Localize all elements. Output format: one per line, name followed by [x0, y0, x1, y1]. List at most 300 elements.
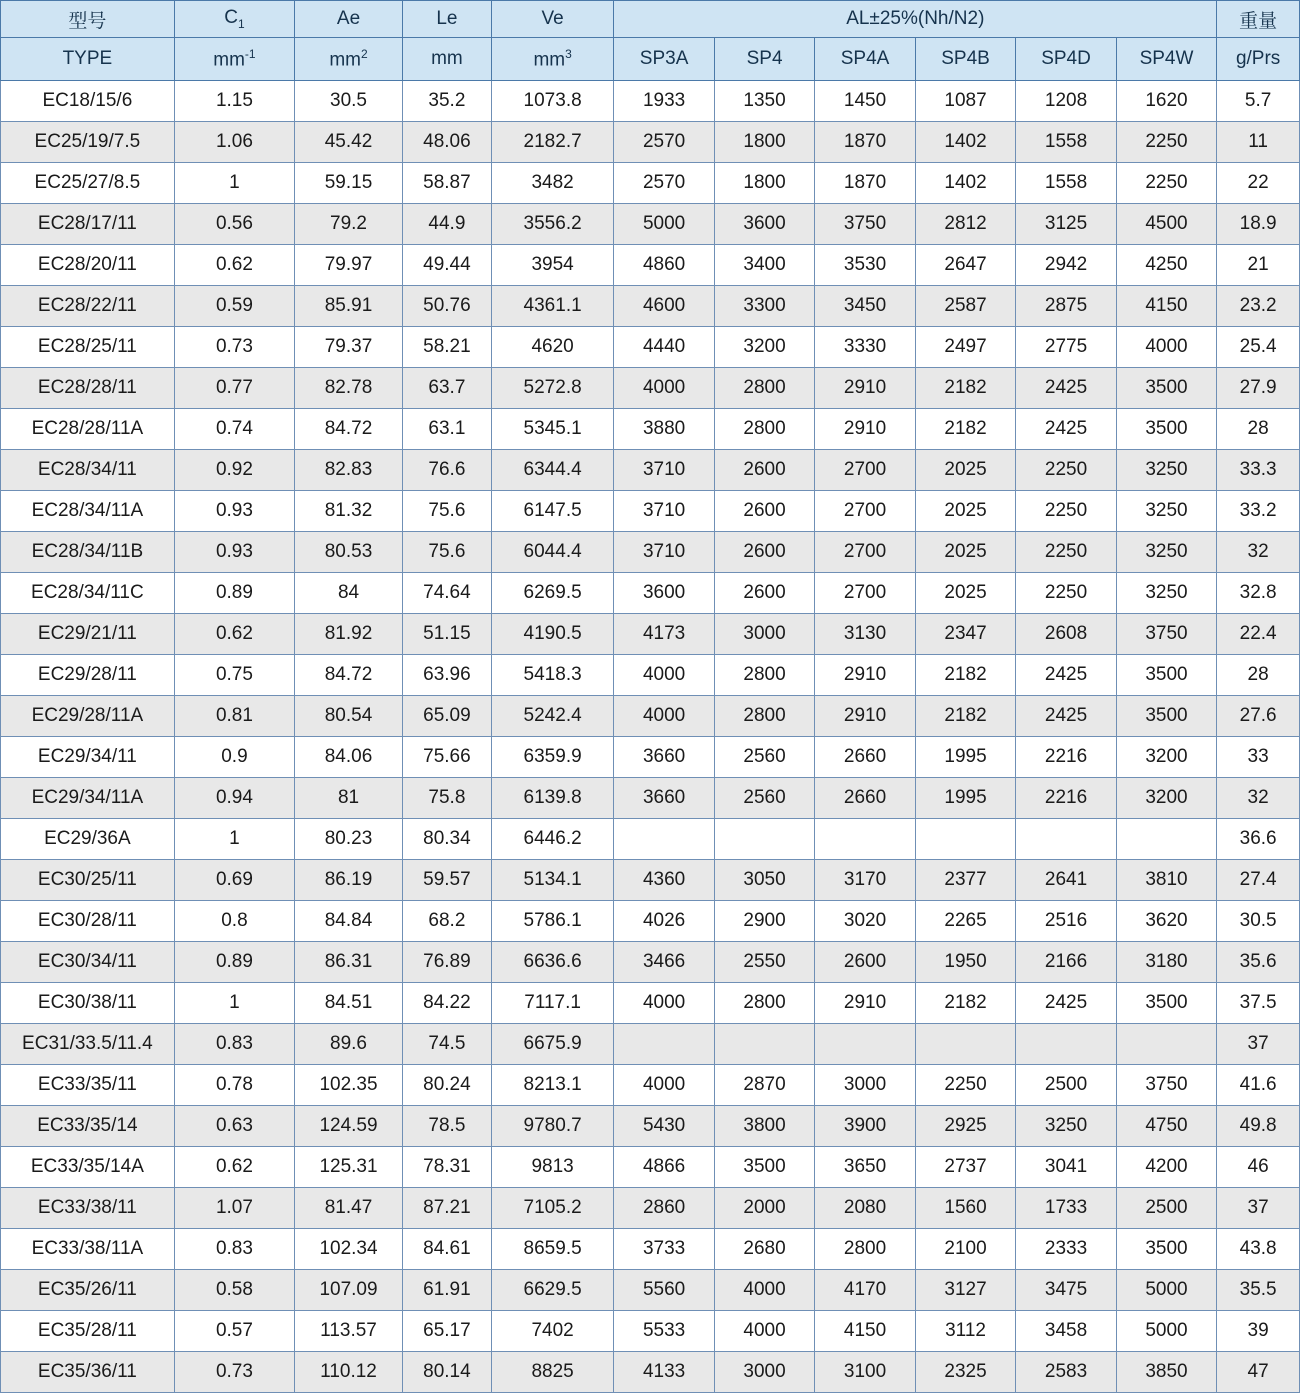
- cell-weight: 22.4: [1217, 614, 1300, 655]
- cell-ae: 89.6: [295, 1024, 403, 1065]
- cell-type: EC30/28/11: [1, 901, 175, 942]
- cell-weight: 28: [1217, 409, 1300, 450]
- cell-c1: 0.93: [174, 491, 294, 532]
- cell-sp3a: 5560: [614, 1270, 714, 1311]
- cell-sp4b: 2925: [915, 1106, 1015, 1147]
- cell-c1: 0.8: [174, 901, 294, 942]
- cell-ve: 3482: [491, 163, 613, 204]
- cell-ve: 6675.9: [491, 1024, 613, 1065]
- cell-le: 84.22: [402, 983, 491, 1024]
- cell-type: EC28/22/11: [1, 286, 175, 327]
- cell-sp4w: 1620: [1116, 81, 1216, 122]
- cell-ve: 4361.1: [491, 286, 613, 327]
- cell-le: 75.66: [402, 737, 491, 778]
- header-ve-unit: [491, 38, 613, 81]
- cell-le: 68.2: [402, 901, 491, 942]
- cell-type: EC31/33.5/11.4: [1, 1024, 175, 1065]
- cell-ae: 102.34: [295, 1229, 403, 1270]
- cell-ae: 82.78: [295, 368, 403, 409]
- cell-sp4w: 3500: [1116, 368, 1216, 409]
- cell-c1: 0.93: [174, 532, 294, 573]
- cell-le: 48.06: [402, 122, 491, 163]
- cell-sp3a: 5000: [614, 204, 714, 245]
- cell-sp3a: 3710: [614, 491, 714, 532]
- table-row: [1, 122, 1300, 163]
- cell-sp4d: 2425: [1016, 368, 1116, 409]
- cell-weight: 35.5: [1217, 1270, 1300, 1311]
- cell-sp4a: 2910: [815, 368, 915, 409]
- cell-c1: 0.62: [174, 245, 294, 286]
- cell-sp4b: 1402: [915, 122, 1015, 163]
- cell-sp4: 2000: [714, 1188, 814, 1229]
- cell-ae: 124.59: [295, 1106, 403, 1147]
- cell-sp4b: 1402: [915, 163, 1015, 204]
- cell-ve: 4190.5: [491, 614, 613, 655]
- cell-ae: 79.2: [295, 204, 403, 245]
- cell-sp4d: 1558: [1016, 163, 1116, 204]
- cell-ve: 2182.7: [491, 122, 613, 163]
- cell-weight: 43.8: [1217, 1229, 1300, 1270]
- cell-type: EC35/36/11: [1, 1352, 175, 1393]
- cell-sp4: [714, 1024, 814, 1065]
- cell-sp4b: 1995: [915, 737, 1015, 778]
- cell-sp4a: 3450: [815, 286, 915, 327]
- cell-sp3a: 2570: [614, 163, 714, 204]
- cell-sp4w: 3200: [1116, 778, 1216, 819]
- cell-sp4b: 3127: [915, 1270, 1015, 1311]
- cell-ae: 84.72: [295, 409, 403, 450]
- cell-c1: 1: [174, 163, 294, 204]
- cell-weight: 27.6: [1217, 696, 1300, 737]
- cell-type: EC30/34/11: [1, 942, 175, 983]
- table-row: [1, 778, 1300, 819]
- cell-sp3a: 3660: [614, 778, 714, 819]
- cell-le: 76.89: [402, 942, 491, 983]
- cell-type: EC30/38/11: [1, 983, 175, 1024]
- header-le-symbol: Le: [402, 1, 491, 38]
- cell-sp4b: 2025: [915, 450, 1015, 491]
- cell-sp4a: 2600: [815, 942, 915, 983]
- cell-sp4b: [915, 1024, 1015, 1065]
- cell-le: 63.1: [402, 409, 491, 450]
- cell-sp4w: [1116, 819, 1216, 860]
- cell-sp4d: 1733: [1016, 1188, 1116, 1229]
- cell-sp4d: 2250: [1016, 450, 1116, 491]
- cell-sp3a: 4000: [614, 655, 714, 696]
- cell-le: 50.76: [402, 286, 491, 327]
- cell-ve: 1073.8: [491, 81, 613, 122]
- cell-le: 49.44: [402, 245, 491, 286]
- cell-ve: 5272.8: [491, 368, 613, 409]
- cell-type: EC25/19/7.5: [1, 122, 175, 163]
- header-ae-symbol: Ae: [295, 1, 403, 38]
- cell-sp4: 2800: [714, 368, 814, 409]
- cell-ae: 84: [295, 573, 403, 614]
- cell-weight: 32: [1217, 532, 1300, 573]
- cell-sp4w: 2500: [1116, 1188, 1216, 1229]
- cell-sp4b: 2325: [915, 1352, 1015, 1393]
- cell-le: 44.9: [402, 204, 491, 245]
- cell-sp4w: 4150: [1116, 286, 1216, 327]
- table-row: [1, 860, 1300, 901]
- table-header: [1, 1, 1300, 81]
- cell-sp4: 2560: [714, 737, 814, 778]
- cell-sp3a: 4440: [614, 327, 714, 368]
- cell-sp4a: 2910: [815, 655, 915, 696]
- cell-sp3a: [614, 1024, 714, 1065]
- cell-ve: 6629.5: [491, 1270, 613, 1311]
- cell-sp4a: 2700: [815, 532, 915, 573]
- cell-sp3a: 4860: [614, 245, 714, 286]
- cell-le: 87.21: [402, 1188, 491, 1229]
- cell-weight: 37: [1217, 1188, 1300, 1229]
- cell-sp4a: 2910: [815, 696, 915, 737]
- table-row: [1, 1106, 1300, 1147]
- cell-type: EC28/34/11: [1, 450, 175, 491]
- cell-type: EC28/34/11B: [1, 532, 175, 573]
- header-c1-subscript: 1: [237, 16, 245, 31]
- table-row: [1, 614, 1300, 655]
- cell-sp4d: 2250: [1016, 573, 1116, 614]
- cell-sp4a: 2700: [815, 450, 915, 491]
- cell-c1: 0.77: [174, 368, 294, 409]
- table-row: [1, 901, 1300, 942]
- cell-ae: 84.84: [295, 901, 403, 942]
- cell-sp4b: 2737: [915, 1147, 1015, 1188]
- cell-sp4a: 3170: [815, 860, 915, 901]
- cell-sp4w: 2250: [1116, 163, 1216, 204]
- cell-ae: 85.91: [295, 286, 403, 327]
- cell-ve: 9813: [491, 1147, 613, 1188]
- header-c1-letter: C: [224, 7, 238, 29]
- cell-sp4d: 2641: [1016, 860, 1116, 901]
- cell-type: EC29/34/11A: [1, 778, 175, 819]
- table-row: [1, 1311, 1300, 1352]
- cell-sp4: 2600: [714, 532, 814, 573]
- cell-type: EC29/34/11: [1, 737, 175, 778]
- cell-sp4a: 1870: [815, 163, 915, 204]
- cell-ae: 86.31: [295, 942, 403, 983]
- table-row: [1, 696, 1300, 737]
- cell-type: EC29/28/11: [1, 655, 175, 696]
- cell-sp4d: 3041: [1016, 1147, 1116, 1188]
- cell-sp4a: 4170: [815, 1270, 915, 1311]
- cell-sp4: 2550: [714, 942, 814, 983]
- cell-sp4b: 2182: [915, 696, 1015, 737]
- cell-le: 75.6: [402, 532, 491, 573]
- cell-c1: 0.89: [174, 573, 294, 614]
- header-al-group: AL±25%(Nh/N2): [614, 1, 1217, 38]
- cell-type: EC35/28/11: [1, 1311, 175, 1352]
- table-row: [1, 1270, 1300, 1311]
- cell-ae: 84.72: [295, 655, 403, 696]
- cell-ae: 107.09: [295, 1270, 403, 1311]
- cell-ve: 5786.1: [491, 901, 613, 942]
- cell-sp4d: 2775: [1016, 327, 1116, 368]
- cell-ae: 86.19: [295, 860, 403, 901]
- cell-c1: 0.57: [174, 1311, 294, 1352]
- cell-sp4b: 3112: [915, 1311, 1015, 1352]
- cell-weight: 37.5: [1217, 983, 1300, 1024]
- cell-ve: 8825: [491, 1352, 613, 1393]
- table-row: [1, 1147, 1300, 1188]
- cell-sp3a: 4133: [614, 1352, 714, 1393]
- cell-sp4: 2600: [714, 491, 814, 532]
- header-sp4d: SP4D: [1016, 38, 1116, 81]
- header-sp4w: SP4W: [1116, 38, 1216, 81]
- cell-type: EC35/26/11: [1, 1270, 175, 1311]
- cell-sp4a: 3000: [815, 1065, 915, 1106]
- cell-sp3a: 3710: [614, 450, 714, 491]
- cell-sp3a: 4866: [614, 1147, 714, 1188]
- cell-sp4b: 1950: [915, 942, 1015, 983]
- cell-sp3a: 3880: [614, 409, 714, 450]
- cell-sp4a: 3750: [815, 204, 915, 245]
- cell-ve: 7402: [491, 1311, 613, 1352]
- cell-le: 59.57: [402, 860, 491, 901]
- cell-type: EC28/28/11: [1, 368, 175, 409]
- cell-sp3a: 2570: [614, 122, 714, 163]
- cell-sp4w: 4000: [1116, 327, 1216, 368]
- cell-sp4w: 3500: [1116, 409, 1216, 450]
- cell-sp4: 4000: [714, 1311, 814, 1352]
- cell-c1: 0.94: [174, 778, 294, 819]
- cell-sp4d: 2425: [1016, 983, 1116, 1024]
- cell-ae: 79.37: [295, 327, 403, 368]
- cell-ve: 8659.5: [491, 1229, 613, 1270]
- cell-sp4: 2600: [714, 573, 814, 614]
- cell-sp4d: 2250: [1016, 532, 1116, 573]
- table-row: [1, 573, 1300, 614]
- cell-sp3a: 1933: [614, 81, 714, 122]
- cell-ve: 6446.2: [491, 819, 613, 860]
- cell-ve: 7117.1: [491, 983, 613, 1024]
- cell-le: 61.91: [402, 1270, 491, 1311]
- cell-type: EC28/34/11C: [1, 573, 175, 614]
- cell-sp4d: 2500: [1016, 1065, 1116, 1106]
- cell-sp3a: [614, 819, 714, 860]
- header-le-unit: mm: [402, 38, 491, 81]
- cell-type: EC33/35/11: [1, 1065, 175, 1106]
- cell-sp4: 1800: [714, 163, 814, 204]
- cell-ve: 4620: [491, 327, 613, 368]
- cell-sp4a: 1870: [815, 122, 915, 163]
- cell-weight: 47: [1217, 1352, 1300, 1393]
- cell-sp4w: 4200: [1116, 1147, 1216, 1188]
- cell-ae: 81.47: [295, 1188, 403, 1229]
- cell-sp4d: 3475: [1016, 1270, 1116, 1311]
- table-row: [1, 1229, 1300, 1270]
- cell-type: EC28/20/11: [1, 245, 175, 286]
- cell-sp4d: [1016, 1024, 1116, 1065]
- header-sp4: SP4: [714, 38, 814, 81]
- cell-type: EC29/28/11A: [1, 696, 175, 737]
- header-ve-symbol: Ve: [491, 1, 613, 38]
- cell-sp4a: 2910: [815, 983, 915, 1024]
- cell-sp4w: 3250: [1116, 450, 1216, 491]
- cell-sp4: 2870: [714, 1065, 814, 1106]
- cell-sp4w: 3250: [1116, 491, 1216, 532]
- cell-sp4w: 2250: [1116, 122, 1216, 163]
- table-row: [1, 737, 1300, 778]
- cell-le: 65.17: [402, 1311, 491, 1352]
- cell-sp4b: 2100: [915, 1229, 1015, 1270]
- cell-ae: 81.32: [295, 491, 403, 532]
- cell-sp4: 3050: [714, 860, 814, 901]
- cell-ve: 6636.6: [491, 942, 613, 983]
- cell-weight: 5.7: [1217, 81, 1300, 122]
- cell-ve: 7105.2: [491, 1188, 613, 1229]
- cell-c1: 1.07: [174, 1188, 294, 1229]
- cell-sp4d: 2608: [1016, 614, 1116, 655]
- cell-c1: 0.78: [174, 1065, 294, 1106]
- cell-sp4b: 2182: [915, 409, 1015, 450]
- cell-sp3a: 3600: [614, 573, 714, 614]
- cell-sp4a: 2800: [815, 1229, 915, 1270]
- cell-sp3a: 5533: [614, 1311, 714, 1352]
- cell-c1: 1.06: [174, 122, 294, 163]
- cell-sp4w: 3500: [1116, 655, 1216, 696]
- cell-ae: 81: [295, 778, 403, 819]
- cell-ve: 5345.1: [491, 409, 613, 450]
- cell-ae: 125.31: [295, 1147, 403, 1188]
- cell-sp4b: 2025: [915, 491, 1015, 532]
- cell-weight: 28: [1217, 655, 1300, 696]
- header-c1-symbol: [174, 1, 294, 38]
- cell-sp4: 3600: [714, 204, 814, 245]
- cell-sp3a: 4026: [614, 901, 714, 942]
- cell-weight: 37: [1217, 1024, 1300, 1065]
- cell-sp4w: 5000: [1116, 1311, 1216, 1352]
- cell-c1: 0.92: [174, 450, 294, 491]
- cell-weight: 25.4: [1217, 327, 1300, 368]
- cell-sp4a: 2700: [815, 491, 915, 532]
- header-type-en: TYPE: [1, 38, 175, 81]
- header-ve-unit-text: mm: [533, 49, 566, 71]
- cell-sp4: 3000: [714, 1352, 814, 1393]
- cell-type: EC33/35/14A: [1, 1147, 175, 1188]
- cell-ae: 80.23: [295, 819, 403, 860]
- cell-sp4b: 2497: [915, 327, 1015, 368]
- header-weight-cn: 重量: [1217, 1, 1300, 38]
- cell-sp3a: 4600: [614, 286, 714, 327]
- cell-sp4d: 2425: [1016, 696, 1116, 737]
- cell-le: 65.09: [402, 696, 491, 737]
- cell-c1: 0.83: [174, 1024, 294, 1065]
- cell-le: 75.8: [402, 778, 491, 819]
- cell-ve: 6269.5: [491, 573, 613, 614]
- table-row: [1, 532, 1300, 573]
- cell-sp4w: 3180: [1116, 942, 1216, 983]
- cell-sp4d: 2333: [1016, 1229, 1116, 1270]
- cell-c1: 0.63: [174, 1106, 294, 1147]
- cell-sp4d: 2166: [1016, 942, 1116, 983]
- cell-type: EC28/34/11A: [1, 491, 175, 532]
- cell-sp4w: 3250: [1116, 573, 1216, 614]
- cell-sp4d: 2425: [1016, 655, 1116, 696]
- cell-weight: 32: [1217, 778, 1300, 819]
- table-row: [1, 1024, 1300, 1065]
- cell-c1: 1: [174, 819, 294, 860]
- table-row: [1, 81, 1300, 122]
- cell-sp4w: 4750: [1116, 1106, 1216, 1147]
- cell-ae: 80.53: [295, 532, 403, 573]
- table-row: [1, 409, 1300, 450]
- cell-ae: 113.57: [295, 1311, 403, 1352]
- cell-sp4w: 4500: [1116, 204, 1216, 245]
- cell-weight: 21: [1217, 245, 1300, 286]
- cell-c1: 0.58: [174, 1270, 294, 1311]
- cell-type: EC28/25/11: [1, 327, 175, 368]
- cell-weight: 33: [1217, 737, 1300, 778]
- cell-sp3a: 3660: [614, 737, 714, 778]
- cell-sp4b: 1995: [915, 778, 1015, 819]
- table-row: [1, 655, 1300, 696]
- cell-sp4: 3300: [714, 286, 814, 327]
- table-row: [1, 491, 1300, 532]
- cell-type: EC33/35/14: [1, 1106, 175, 1147]
- cell-sp4a: 2910: [815, 409, 915, 450]
- cell-c1: 0.73: [174, 327, 294, 368]
- cell-weight: 49.8: [1217, 1106, 1300, 1147]
- cell-sp4: [714, 819, 814, 860]
- cell-c1: 0.62: [174, 614, 294, 655]
- cell-sp4a: 1450: [815, 81, 915, 122]
- cell-sp3a: 4000: [614, 696, 714, 737]
- cell-sp4w: 5000: [1116, 1270, 1216, 1311]
- header-ae-unit: [295, 38, 403, 81]
- cell-sp4d: 2583: [1016, 1352, 1116, 1393]
- cell-ve: 6044.4: [491, 532, 613, 573]
- cell-le: 76.6: [402, 450, 491, 491]
- cell-sp4w: 3620: [1116, 901, 1216, 942]
- cell-c1: 0.56: [174, 204, 294, 245]
- cell-sp4b: 2812: [915, 204, 1015, 245]
- cell-c1: 0.69: [174, 860, 294, 901]
- cell-le: 58.87: [402, 163, 491, 204]
- cell-sp3a: 3466: [614, 942, 714, 983]
- cell-sp4d: 3250: [1016, 1106, 1116, 1147]
- cell-ve: 3556.2: [491, 204, 613, 245]
- cell-sp4d: 1558: [1016, 122, 1116, 163]
- cell-ae: 84.06: [295, 737, 403, 778]
- cell-sp4a: 3130: [815, 614, 915, 655]
- cell-ae: 110.12: [295, 1352, 403, 1393]
- cell-sp4: 1800: [714, 122, 814, 163]
- cell-type: EC29/21/11: [1, 614, 175, 655]
- table-row: [1, 819, 1300, 860]
- header-sp3a: SP3A: [614, 38, 714, 81]
- cell-weight: 30.5: [1217, 901, 1300, 942]
- cell-sp4b: 2587: [915, 286, 1015, 327]
- table-row: [1, 983, 1300, 1024]
- cell-sp4b: 2182: [915, 368, 1015, 409]
- cell-sp4b: 2377: [915, 860, 1015, 901]
- cell-sp4a: 3100: [815, 1352, 915, 1393]
- table-row: [1, 368, 1300, 409]
- table-row: [1, 327, 1300, 368]
- cell-weight: 41.6: [1217, 1065, 1300, 1106]
- cell-sp4a: 2080: [815, 1188, 915, 1229]
- cell-sp3a: 4000: [614, 983, 714, 1024]
- cell-ae: 30.5: [295, 81, 403, 122]
- cell-sp4a: 3650: [815, 1147, 915, 1188]
- cell-sp3a: 2860: [614, 1188, 714, 1229]
- header-c1-unit-exponent: -1: [244, 46, 256, 61]
- cell-sp4: 2900: [714, 901, 814, 942]
- cell-c1: 0.81: [174, 696, 294, 737]
- cell-le: 78.5: [402, 1106, 491, 1147]
